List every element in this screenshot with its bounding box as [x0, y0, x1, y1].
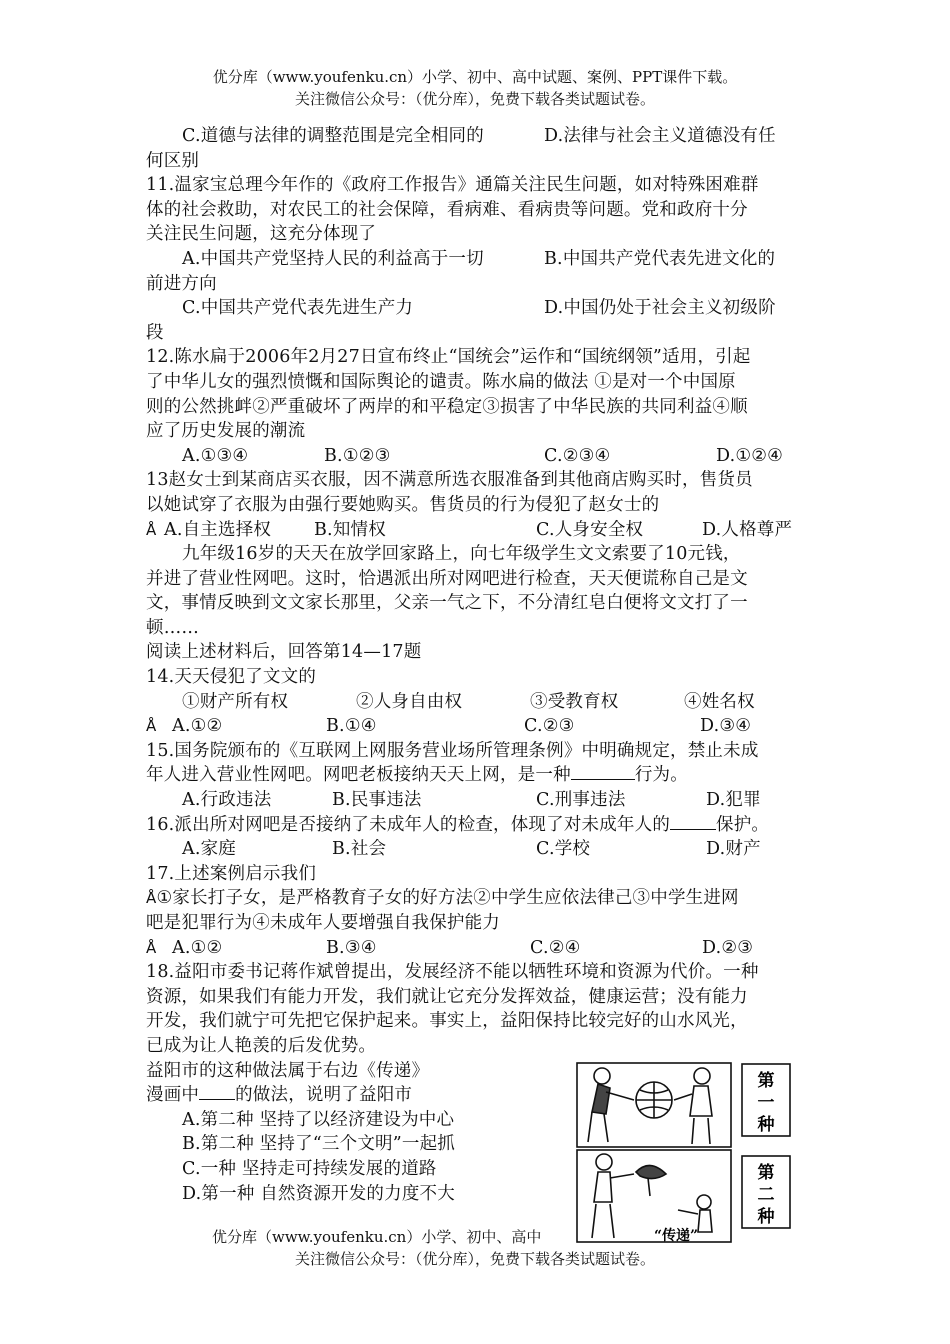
- page-footer: [0, 1226, 950, 1270]
- q16-stem-a: 16.派出所对网吧是否接纳了未成年人的检查，体现了对未成年人的: [146, 814, 671, 835]
- header-line-2: 关注微信公众号：（优分库），免费下载各类试题试卷。: [294, 90, 655, 108]
- footer-line-1: 优分库（www.youfenku.cn）小学、初中、高中: [212, 1228, 542, 1246]
- q17-option-c: C.②④: [530, 937, 581, 958]
- q17-option-a: A.①②: [172, 937, 223, 958]
- q16-option-a: A.家庭: [182, 839, 237, 860]
- q15-blank: [571, 763, 635, 780]
- q11-stem-3: 关注民生问题，这充分体现了: [146, 224, 377, 245]
- q14-item-2: ②人身自由权: [356, 691, 463, 712]
- q16-options: [146, 837, 810, 862]
- q12-option-a: A.①③④: [182, 445, 249, 466]
- q17-line-1: [146, 886, 810, 911]
- q18-option-c: C.一种 坚持走可持续发展的道路: [182, 1158, 437, 1179]
- q15-options: [146, 788, 810, 813]
- q14-option-d: D.③④: [700, 716, 752, 737]
- q10-option-d: D.法律与社会主义道德没有任: [544, 126, 776, 146]
- q14-mark: Å: [146, 717, 157, 736]
- q12-stem-2: 了中华儿女的强烈愤慨和国际舆论的谴责。陈水扁的做法 ①是对一个中国原: [146, 371, 736, 392]
- footer-line-2: 关注微信公众号：（优分库），免费下载各类试题试卷。: [294, 1250, 655, 1268]
- q16-blank: [670, 813, 716, 830]
- q14-option-c: C.②③: [524, 716, 575, 737]
- q18-stem-6b: 的做法，说明了益阳市: [235, 1085, 413, 1106]
- comic-drawing: [576, 1062, 794, 1252]
- q16-stem-b: 保护。: [716, 814, 770, 835]
- q12-option-d: D.①②④: [716, 445, 784, 466]
- q14-item-1: ①财产所有权: [182, 691, 289, 712]
- material-instruction: 阅读上述材料后，回答第14—17题: [146, 642, 422, 663]
- q11-option-d: D.中国仍处于社会主义初级阶: [544, 298, 776, 319]
- exam-content: [146, 124, 810, 1206]
- q18-stem-6a: 漫画中: [146, 1085, 200, 1106]
- q11-option-b-cont: 前进方向: [146, 273, 217, 294]
- q18-blank: [199, 1083, 235, 1100]
- q14-option-a: A.①②: [172, 716, 223, 737]
- q18-stem-5: 益阳市的这种做法属于右边《传递》: [146, 1060, 430, 1081]
- q15-stem-2a: 年人进入营业性网吧。网吧老板接纳天天上网，是一种: [146, 765, 571, 786]
- q10-options: [146, 124, 810, 149]
- q13-option-a: A.自主选择权: [164, 519, 272, 540]
- q15-option-d: D.犯罪: [706, 790, 761, 811]
- material-line-3: 文，事情反映到文文家长那里，父亲一气之下，不分清红皂白便将文文打了一: [146, 593, 748, 614]
- q14-option-b: B.①④: [326, 716, 377, 737]
- q16-option-c: C.学校: [536, 839, 591, 860]
- q18-stem-1: 18.益阳市委书记蒋作斌曾提出，发展经济不能以牺牲环境和资源为代价。一种: [146, 962, 759, 983]
- q16-option-d: D.财产: [706, 839, 761, 860]
- q17-mark: Å: [146, 889, 157, 908]
- q17-line-2: 吧是犯罪行为④未成年人要增强自我保护能力: [146, 913, 500, 933]
- q14-item-3: ③受教育权: [530, 691, 619, 712]
- q17-mark-2: Å: [146, 938, 157, 957]
- q12-stem-1: 12.陈水扁于2006年2月27日宣布终止“国统会”运作和“国统纲领”适用，引起: [146, 347, 751, 368]
- q15-stem-2: [146, 763, 810, 788]
- q17-options: [146, 936, 810, 961]
- comic-label-1b: 一: [757, 1093, 775, 1113]
- material-line-4: 顿……: [146, 617, 200, 638]
- q18-option-a: A.第二种 坚持了以经济建设为中心: [182, 1109, 455, 1130]
- material-line-2: 并进了营业性网吧。这时，恰遇派出所对网吧进行检查，天天便谎称自己是文: [146, 568, 748, 589]
- comic-label-2b: 二: [757, 1185, 775, 1205]
- q12-option-c: C.②③④: [544, 445, 611, 466]
- q13-options: [146, 518, 810, 543]
- q18-option-d: D.第一种 自然资源开发的力度不大: [182, 1183, 455, 1204]
- q13-mark: Å: [146, 520, 157, 539]
- q11-options-ab: [146, 247, 810, 272]
- q11-option-b: B.中国共产党代表先进文化的: [544, 248, 776, 269]
- q15-stem-1: 15.国务院颁布的《互联网上网服务营业场所管理条例》中明确规定，禁止未成: [146, 740, 759, 761]
- q15-stem-2b: 行为。: [634, 765, 688, 786]
- comic-label-2c: 种: [757, 1207, 775, 1227]
- q13-stem-2: 以她试穿了衣服为由强行要她购买。售货员的行为侵犯了赵女士的: [146, 494, 660, 515]
- q12-options: [146, 444, 810, 469]
- q11-option-d-cont: 段: [146, 322, 164, 343]
- q11-option-c: C.中国共产党代表先进生产力: [182, 298, 414, 319]
- q16-stem: [146, 813, 810, 838]
- q13-option-c: C.人身安全权: [536, 519, 644, 540]
- q13-stem-1: 13赵女士到某商店买衣服，因不满意所选衣服准备到其他商店购买时，售货员: [146, 470, 753, 491]
- q14-stem: 14.天天侵犯了文文的: [146, 667, 317, 688]
- q18-option-b: B.第二种 坚持了“三个文明”一起抓: [182, 1134, 455, 1155]
- q18-stem-3: 开发，我们就宁可先把它保护起来。事实上，益阳保持比较完好的山水风光，: [146, 1011, 748, 1032]
- q17-line-1-text: ①家长打子女，是严格教育子女的好方法②中学生应依法律己③中学生进网: [156, 888, 739, 909]
- q12-stem-3: 则的公然挑衅②严重破坏了两岸的和平稳定③损害了中华民族的共同利益④顺: [146, 396, 748, 417]
- comic-caption: “传递”: [653, 1228, 699, 1244]
- q15-option-b: B.民事违法: [332, 790, 422, 811]
- comic-label-1a: 第: [757, 1071, 775, 1091]
- q10-option-d-cont: 何区别: [146, 150, 200, 171]
- q15-option-c: C.刑事违法: [536, 790, 626, 811]
- q11-stem-2: 体的社会救助，对农民工的社会保障，看病难、看病贵等问题。党和政府十分: [146, 199, 748, 220]
- q11-stem-1: 11.温家宝总理今年作的《政府工作报告》通篇关注民生问题，如对特殊困难群: [146, 175, 759, 196]
- q17-option-b: B.③④: [326, 937, 377, 958]
- header-line-1: 优分库（www.youfenku.cn）小学、初中、高中试题、案例、PPT课件下载。: [212, 68, 738, 86]
- comic-transfer: [576, 1062, 794, 1252]
- q17-option-d: D.②③: [702, 937, 754, 958]
- q11-options-cd: [146, 296, 810, 321]
- q13-option-d: D.人格尊严: [702, 519, 793, 540]
- q11-option-a: A.中国共产党坚持人民的利益高于一切: [182, 248, 484, 269]
- material-line-1: 九年级16岁的天天在放学回家路上，向七年级学生文文索要了10元钱，: [182, 544, 741, 565]
- q15-option-a: A.行政违法: [182, 790, 272, 811]
- q10-option-c: C.道德与法律的调整范围是完全相同的: [182, 126, 484, 146]
- q18-stem-4: 已成为让人艳羡的后发优势。: [146, 1035, 377, 1056]
- q16-option-b: B.社会: [332, 839, 387, 860]
- comic-label-2a: 第: [757, 1163, 775, 1183]
- q14-options: [146, 714, 810, 739]
- q12-option-b: B.①②③: [324, 445, 391, 466]
- q18-stem-2: 资源，如果我们有能力开发，我们就让它充分发挥效益，健康运营；没有能力: [146, 986, 748, 1007]
- q12-stem-4: 应了历史发展的潮流: [146, 421, 306, 442]
- q17-stem: 17.上述案例启示我们: [146, 863, 317, 884]
- comic-label-1c: 种: [757, 1115, 775, 1135]
- q14-item-4: ④姓名权: [684, 691, 755, 712]
- q14-items: [146, 690, 810, 715]
- page-header: [0, 66, 950, 110]
- q13-option-b: B.知情权: [314, 519, 386, 540]
